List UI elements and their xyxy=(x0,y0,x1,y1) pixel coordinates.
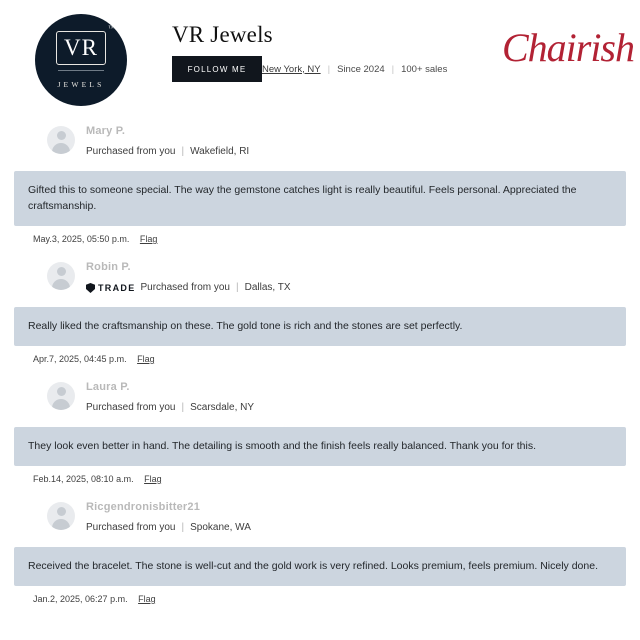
shop-sales-count: 100+ sales xyxy=(401,63,448,75)
reviewer-name: Robin P. xyxy=(86,261,131,273)
flag-link[interactable]: Flag xyxy=(138,594,156,604)
follow-button[interactable]: FOLLOW ME xyxy=(172,56,262,82)
review-subline xyxy=(86,145,249,159)
shop-location-link[interactable]: New York, NY xyxy=(262,63,321,75)
purchased-label: Purchased from you xyxy=(86,522,176,533)
review-date: Jan.2, 2025, 06:27 p.m. xyxy=(33,594,128,604)
review-text: Gifted this to someone special. The way the gemstone catches light is really beautiful. Feels personal. Appreciated the craftsmanship. xyxy=(14,171,626,226)
shield-icon xyxy=(86,283,95,293)
review-subline xyxy=(86,521,251,535)
avatar xyxy=(47,126,75,154)
review-date: May.3, 2025, 05:50 p.m. xyxy=(33,234,130,244)
reviews-list xyxy=(0,118,640,614)
reviewer-location: Scarsdale, NY xyxy=(190,402,255,413)
page-title: VR Jewels xyxy=(172,22,273,47)
reviewer-name: Mary P. xyxy=(86,125,126,137)
reviewer-location: Spokane, WA xyxy=(190,522,251,533)
shop-header xyxy=(0,0,640,118)
reviewer-name: Ricgendronisbitter21 xyxy=(86,501,201,513)
review-header xyxy=(14,254,626,295)
subline-divider: | xyxy=(181,146,185,157)
shop-meta xyxy=(262,56,447,82)
review-header xyxy=(14,118,626,159)
review-item xyxy=(0,374,640,494)
review-identity xyxy=(86,500,251,535)
review-text: Received the bracelet. The stone is well-cut and the gold work is very refined. Looks premium, feels premium. Nicely done. xyxy=(14,547,626,586)
chairish-logo[interactable]: Chairish xyxy=(501,25,634,70)
review-date: Apr.7, 2025, 04:45 p.m. xyxy=(33,354,127,364)
avatar xyxy=(47,382,75,410)
reviewer-location: Wakefield, RI xyxy=(190,146,250,157)
review-identity xyxy=(86,260,291,295)
purchased-label: Purchased from you xyxy=(86,146,176,157)
shop-logo-monogram-text: VR xyxy=(64,35,98,60)
review-identity xyxy=(86,380,254,415)
review-footer xyxy=(14,234,626,254)
avatar xyxy=(47,502,75,530)
review-text: They look even better in hand. The detailing is smooth and the finish feels really balanced. Thank you for this. xyxy=(14,427,626,466)
trademark-icon: ™ xyxy=(108,24,115,32)
shop-logo-monogram xyxy=(56,24,115,65)
logo-divider xyxy=(58,70,104,71)
subline-divider: | xyxy=(236,282,239,293)
review-header xyxy=(14,374,626,415)
meta-separator-1: | xyxy=(327,63,331,75)
subline-divider: | xyxy=(181,402,185,413)
review-item xyxy=(0,494,640,614)
avatar xyxy=(47,262,75,290)
reviewer-name: Laura P. xyxy=(86,381,130,393)
flag-link[interactable]: Flag xyxy=(139,234,158,244)
trade-badge xyxy=(86,281,136,295)
purchased-label: Purchased from you xyxy=(140,282,230,293)
flag-link[interactable]: Flag xyxy=(144,474,162,484)
shop-logo xyxy=(35,14,127,106)
meta-separator-2: | xyxy=(391,63,395,75)
shop-since: Since 2024 xyxy=(337,63,385,75)
trade-badge-label: TRADE xyxy=(98,283,136,293)
reviewer-location: Dallas, TX xyxy=(244,282,291,293)
review-item xyxy=(0,254,640,374)
review-footer xyxy=(14,474,626,494)
subline-divider: | xyxy=(181,522,185,533)
review-footer xyxy=(14,354,626,374)
review-item xyxy=(0,118,640,254)
review-date: Feb.14, 2025, 08:10 a.m. xyxy=(33,474,134,484)
review-subline xyxy=(86,401,254,415)
flag-link[interactable]: Flag xyxy=(137,354,155,364)
review-subline xyxy=(86,281,291,295)
review-identity xyxy=(86,124,249,159)
purchased-label: Purchased from you xyxy=(86,402,176,413)
review-footer xyxy=(14,594,626,614)
review-header xyxy=(14,494,626,535)
shop-logo-subtext: JEWELS xyxy=(57,80,105,89)
review-text: Really liked the craftsmanship on these. The gold tone is rich and the stones are set perfectly. xyxy=(14,307,626,346)
